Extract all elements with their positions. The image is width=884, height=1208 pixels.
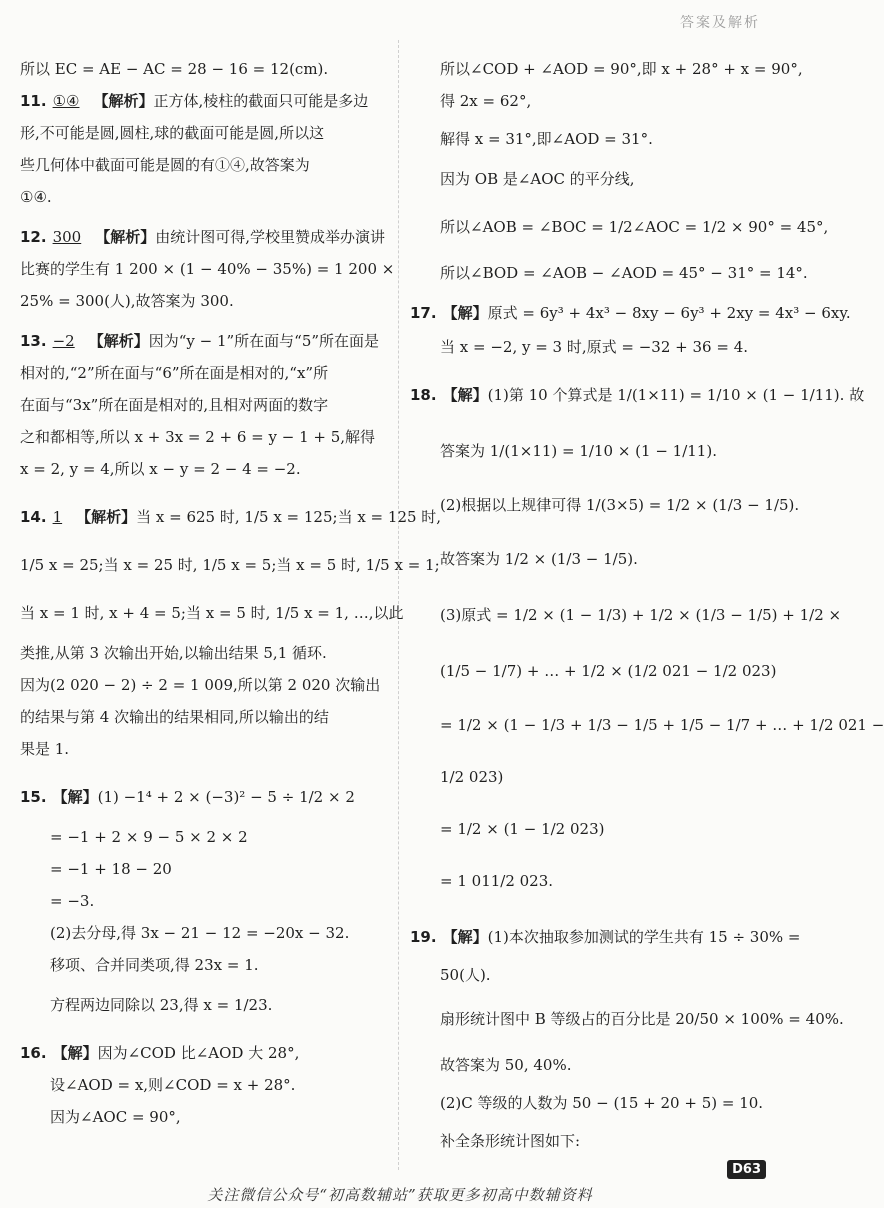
- solution-line: 12. 300 【解析】由统计图可得,学校里赞成举办演讲: [20, 228, 386, 246]
- solution-line: 的结果与第 4 次输出的结果相同,所以输出的结: [20, 708, 329, 726]
- solution-line: 相对的,“2”所在面与“6”所在面是相对的,“x”所: [20, 364, 329, 382]
- solution-line: 17. 【解】原式 = 6y³ + 4x³ − 8xy − 6y³ + 2xy = 4x³ − 6xy.: [410, 304, 851, 322]
- footer-note: 关注微信公众号“初高数辅站”获取更多初高中数辅资料: [207, 1186, 593, 1204]
- solution-line: 所以∠COD + ∠AOD = 90°,即 x + 28° + x = 90°,: [440, 60, 803, 78]
- solution-line: 因为∠AOC = 90°,: [50, 1108, 181, 1126]
- solution-line: = −1 + 2 × 9 − 5 × 2 × 2: [50, 828, 248, 846]
- solution-line: 类推,从第 3 次输出开始,以输出结果 5,1 循环.: [20, 644, 327, 662]
- solution-line: 16. 【解】因为∠COD 比∠AOD 大 28°,: [20, 1044, 300, 1062]
- solution-line: 50(人).: [440, 966, 491, 984]
- page-header: 答案及解析: [680, 15, 760, 31]
- solution-line: 15. 【解】(1) −1⁴ + 2 × (−3)² − 5 ÷ 1/2 × 2: [20, 788, 355, 806]
- solution-line: 些几何体中截面可能是圆的有①④,故答案为: [20, 156, 310, 174]
- solution-line: 所以∠AOB = ∠BOC = 1/2∠AOC = 1/2 × 90° = 45°,: [440, 218, 829, 236]
- solution-line: 当 x = −2, y = 3 时,原式 = −32 + 36 = 4.: [440, 338, 749, 356]
- solution-line: 故答案为 50, 40%.: [440, 1056, 572, 1074]
- solution-line: 25% = 300(人),故答案为 300.: [20, 292, 234, 310]
- page-number-badge: D63: [727, 1160, 766, 1179]
- solution-line: = −1 + 18 − 20: [50, 860, 172, 878]
- solution-line: = −3.: [50, 892, 95, 910]
- solution-line: (3)原式 = 1/2 × (1 − 1/3) + 1/2 × (1/3 − 1/5) + 1/2 ×: [440, 606, 842, 624]
- solution-line: (1/5 − 1/7) + … + 1/2 × (1/2 021 − 1/2 023): [440, 662, 777, 680]
- solution-line: = 1/2 × (1 − 1/3 + 1/3 − 1/5 + 1/5 − 1/7 + … + 1/2 021 −: [440, 716, 884, 734]
- solution-line: 移项、合并同类项,得 23x = 1.: [50, 956, 259, 974]
- solution-line: (2)根据以上规律可得 1/(3×5) = 1/2 × (1/3 − 1/5).: [440, 496, 800, 514]
- solution-line: 13. −2 【解析】因为“y − 1”所在面与“5”所在面是: [20, 332, 380, 350]
- solution-line: 方程两边同除以 23,得 x = 1/23.: [50, 996, 273, 1014]
- solution-line: 故答案为 1/2 × (1/3 − 1/5).: [440, 550, 638, 568]
- solution-line: = 1 011/2 023.: [440, 872, 554, 890]
- solution-line: 因为(2 020 − 2) ÷ 2 = 1 009,所以第 2 020 次输出: [20, 676, 381, 694]
- solution-line: 得 2x = 62°,: [440, 92, 532, 110]
- solution-line: 扇形统计图中 B 等级占的百分比是 20/50 × 100% = 40%.: [440, 1010, 844, 1028]
- solution-line: 1/2 023): [440, 768, 504, 786]
- solution-line: 比赛的学生有 1 200 × (1 − 40% − 35%) = 1 200 ×: [20, 260, 395, 278]
- solution-line: (2)去分母,得 3x − 21 − 12 = −20x − 32.: [50, 924, 350, 942]
- solution-line: = 1/2 × (1 − 1/2 023): [440, 820, 605, 838]
- solution-line: 之和都相等,所以 x + 3x = 2 + 6 = y − 1 + 5,解得: [20, 428, 376, 446]
- solution-line: 1/5 x = 25;当 x = 25 时, 1/5 x = 5;当 x = 5 时, 1/5 x = 1;: [20, 556, 440, 574]
- solution-line: 设∠AOD = x,则∠COD = x + 28°.: [50, 1076, 296, 1094]
- solution-line: 在面与“3x”所在面是相对的,且相对两面的数字: [20, 396, 329, 414]
- solution-line: ①④.: [20, 188, 52, 206]
- solution-line: 补全条形统计图如下:: [440, 1132, 581, 1150]
- solution-line: 因为 OB 是∠AOC 的平分线,: [440, 170, 635, 188]
- solution-line: 所以∠BOD = ∠AOB − ∠AOD = 45° − 31° = 14°.: [440, 264, 808, 282]
- solution-line: 当 x = 1 时, x + 4 = 5;当 x = 5 时, 1/5 x = 1, …,以此: [20, 604, 404, 622]
- solution-line: 11. ①④ 【解析】正方体,棱柱的截面只可能是多边: [20, 92, 369, 110]
- solution-line: 所以 EC = AE − AC = 28 − 16 = 12(cm).: [20, 60, 329, 78]
- solution-line: 14. 1 【解析】当 x = 625 时, 1/5 x = 125;当 x = 125 时,: [20, 508, 442, 526]
- solution-line: 答案为 1/(1×11) = 1/10 × (1 − 1/11).: [440, 442, 717, 460]
- solution-line: 果是 1.: [20, 740, 70, 758]
- solution-line: x = 2, y = 4,所以 x − y = 2 − 4 = −2.: [20, 460, 301, 478]
- solution-line: 19. 【解】(1)本次抽取参加测试的学生共有 15 ÷ 30% =: [410, 928, 801, 946]
- solution-line: 形,不可能是圆,圆柱,球的截面可能是圆,所以这: [20, 124, 325, 142]
- solution-line: 解得 x = 31°,即∠AOD = 31°.: [440, 130, 653, 148]
- solution-line: 18. 【解】(1)第 10 个算式是 1/(1×11) = 1/10 × (1 − 1/11). 故: [410, 386, 865, 404]
- solution-line: (2)C 等级的人数为 50 − (15 + 20 + 5) = 10.: [440, 1094, 764, 1112]
